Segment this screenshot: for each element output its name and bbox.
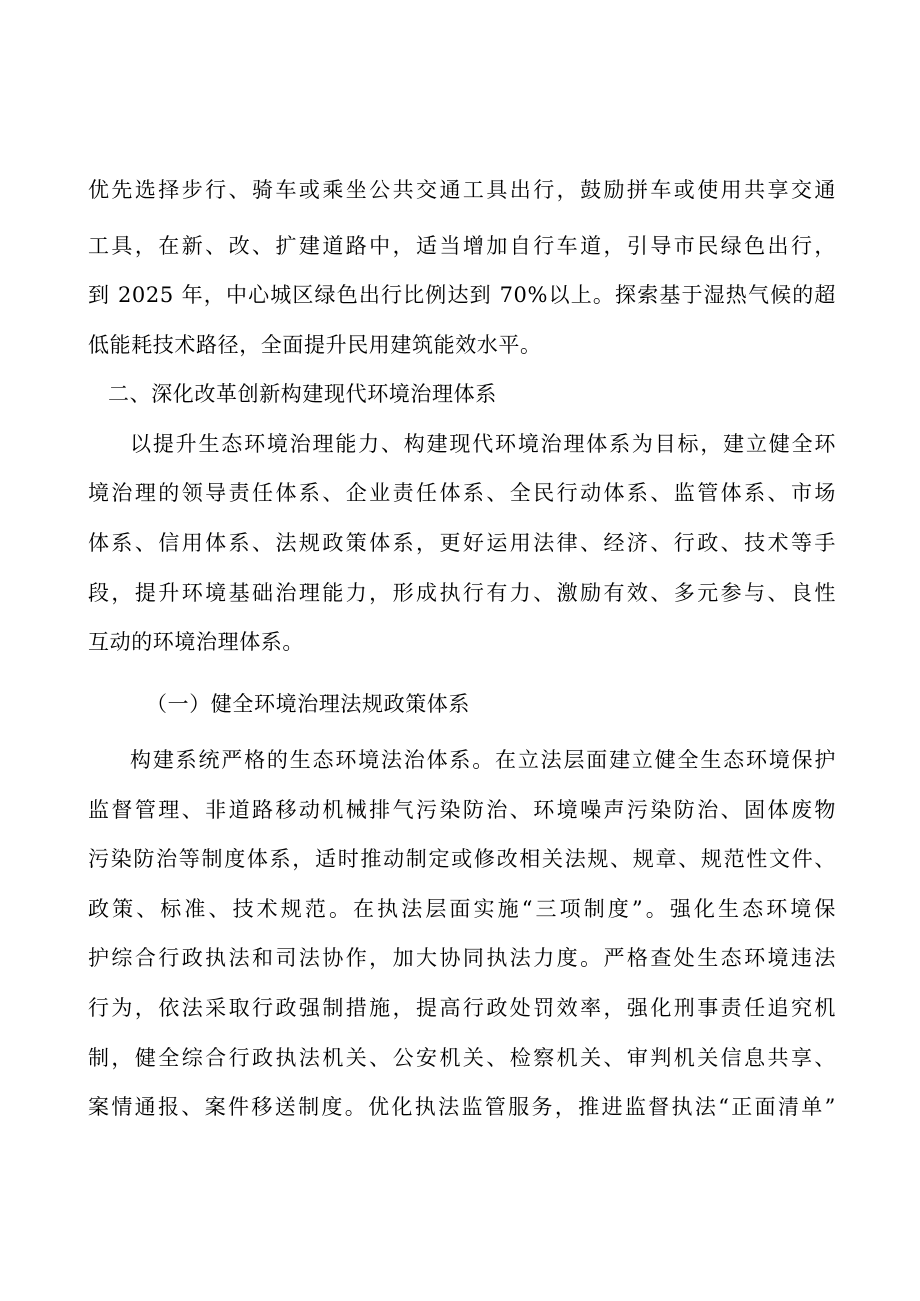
paragraph-line: 案情通报、案件移送制度。优化执法监管服务，推进监督执法“正面清单” <box>88 1095 836 1119</box>
paragraph-line: 体系、信用体系、法规政策体系，更好运用法律、经济、行政、技术等手 <box>88 531 836 555</box>
paragraph-line: 互动的环境治理体系。 <box>88 630 304 654</box>
paragraph-line: 到 2025 年，中心城区绿色出行比例达到 70%以上。探索基于湿热气候的超 <box>88 283 836 307</box>
subsection-heading: （一）健全环境治理法规政策体系 <box>146 692 470 716</box>
paragraph-line: 政策、标准、技术规范。在执法层面实施“三项制度”。强化生态环境保 <box>88 897 836 921</box>
paragraph-line: 以提升生态环境治理能力、构建现代环境治理体系为目标，建立健全环 <box>130 432 836 456</box>
section-heading: 二、深化改革创新构建现代环境治理体系 <box>108 382 497 406</box>
paragraph-line: 构建系统严格的生态环境法治体系。在立法层面建立健全生态环境保护 <box>130 748 836 772</box>
paragraph-line: 污染防治等制度体系，适时推动制定或修改相关法规、规章、规范性文件、 <box>88 847 836 871</box>
paragraph-line: 段，提升环境基础治理能力，形成执行有力、激励有效、多元参与、良性 <box>88 581 836 605</box>
paragraph-line: 工具，在新、改、扩建道路中，适当增加自行车道，引导市民绿色出行， <box>88 234 836 258</box>
paragraph-line: 监督管理、非道路移动机械排气污染防治、环境噪声污染防治、固体废物 <box>88 798 836 822</box>
paragraph-line: 境治理的领导责任体系、企业责任体系、全民行动体系、监管体系、市场 <box>88 481 836 505</box>
paragraph-line: 行为，依法采取行政强制措施，提高行政处罚效率，强化刑事责任追究机 <box>88 996 836 1020</box>
paragraph-line: 护综合行政执法和司法协作，加大协同执法力度。严格查处生态环境违法 <box>88 946 836 970</box>
paragraph-line: 制，健全综合行政执法机关、公安机关、检察机关、审判机关信息共享、 <box>88 1046 836 1070</box>
paragraph-line: 低能耗技术路径，全面提升民用建筑能效水平。 <box>88 333 542 357</box>
paragraph-line: 优先选择步行、骑车或乘坐公共交通工具出行，鼓励拼车或使用共享交通 <box>88 178 836 202</box>
